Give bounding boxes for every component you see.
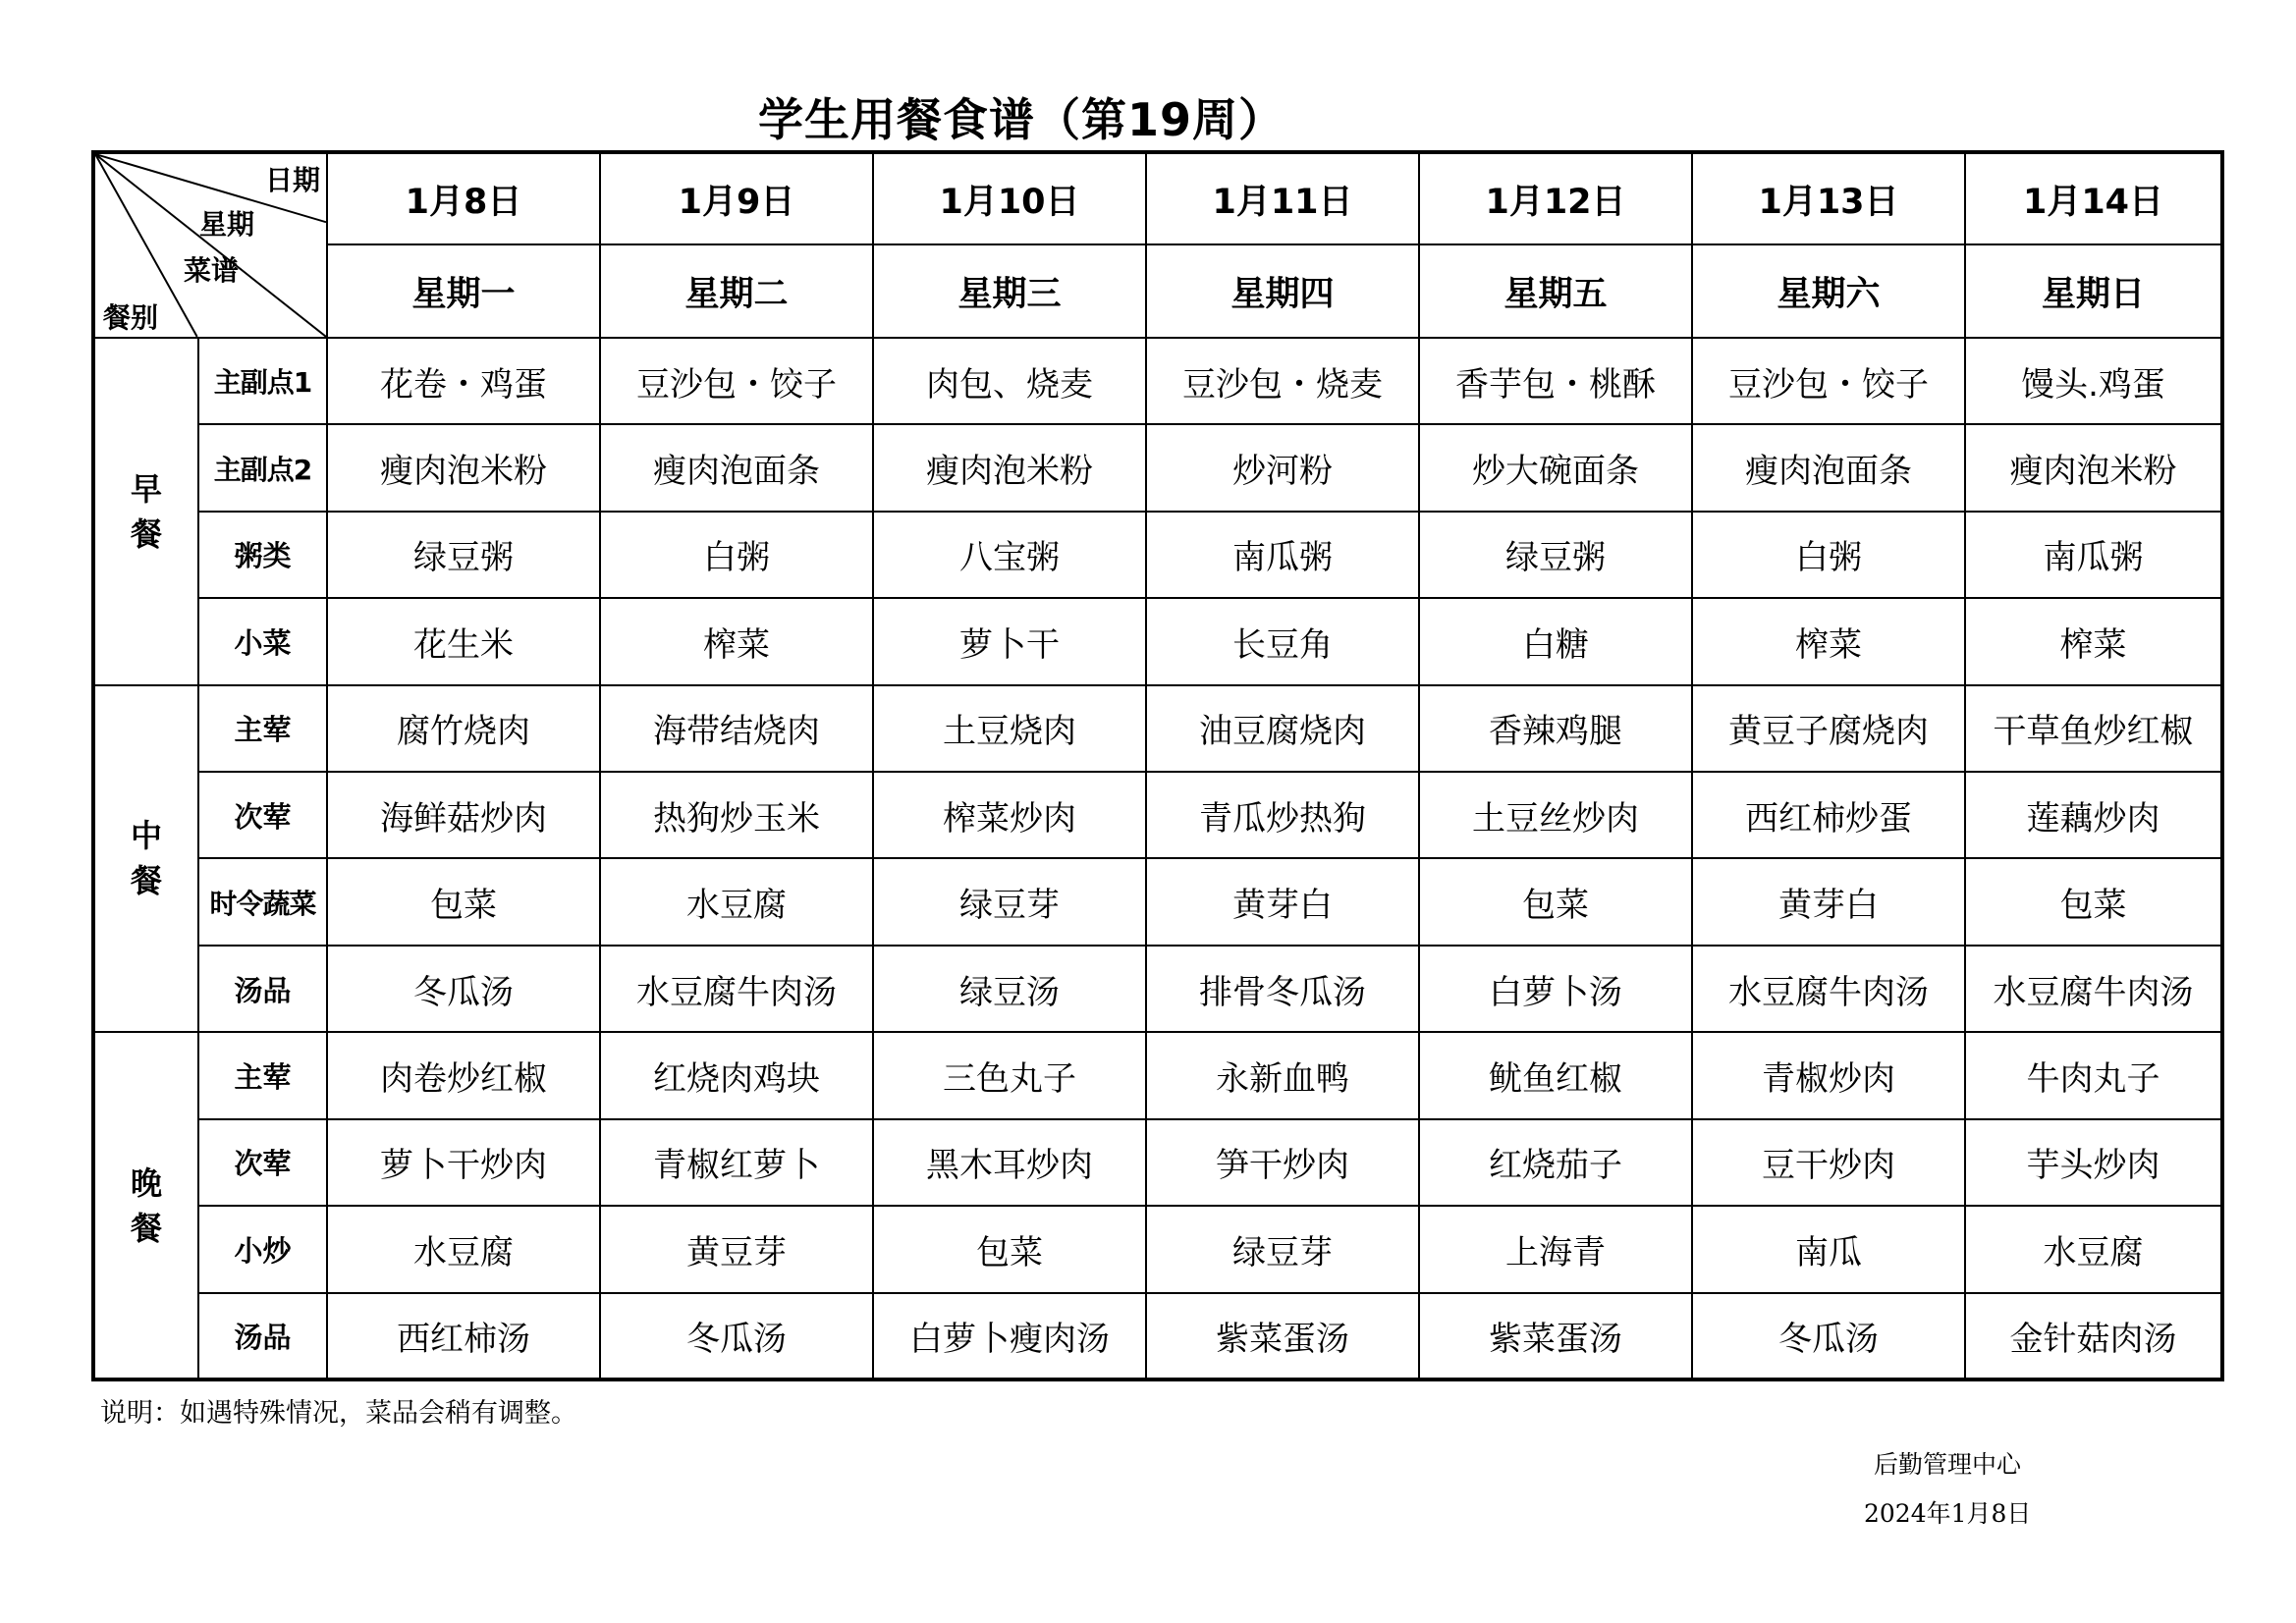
menu-row	[93, 512, 2222, 598]
dish-category-label: 汤品	[198, 1293, 327, 1380]
date-row	[93, 152, 2222, 244]
dish-cell: 海鲜菇炒肉	[327, 772, 600, 858]
dish-cell: 八宝粥	[873, 512, 1146, 598]
dish-cell: 榨菜	[600, 598, 873, 684]
dish-category-label: 次荤	[198, 1119, 327, 1206]
date-cell: 1月8日	[327, 152, 600, 244]
dish-category-label: 次荤	[198, 772, 327, 858]
dish-category-label: 主副点2	[198, 424, 327, 511]
dish-cell: 豆沙包・烧麦	[1146, 338, 1419, 424]
menu-row	[93, 1032, 2222, 1118]
dish-cell: 干草鱼炒红椒	[1965, 685, 2222, 772]
dish-cell: 豆沙包・饺子	[600, 338, 873, 424]
date-cell: 1月10日	[873, 152, 1146, 244]
menu-row	[93, 772, 2222, 858]
dish-cell: 水豆腐牛肉汤	[600, 946, 873, 1032]
date-cell: 1月13日	[1692, 152, 1965, 244]
dish-cell: 红烧肉鸡块	[600, 1032, 873, 1118]
dish-cell: 黄豆子腐烧肉	[1692, 685, 1965, 772]
dish-category-label: 主荤	[198, 685, 327, 772]
dish-cell: 油豆腐烧肉	[1146, 685, 1419, 772]
dish-cell: 西红柿炒蛋	[1692, 772, 1965, 858]
corner-date-label: 日期	[264, 164, 320, 196]
dish-cell: 榨菜	[1692, 598, 1965, 684]
dish-cell: 萝卜干	[873, 598, 1146, 684]
menu-row	[93, 338, 2222, 424]
weekday-cell: 星期一	[327, 244, 600, 337]
dish-cell: 三色丸子	[873, 1032, 1146, 1118]
dish-cell: 鱿鱼红椒	[1419, 1032, 1692, 1118]
meal-name-char: 早	[130, 469, 162, 508]
dish-cell: 水豆腐牛肉汤	[1692, 946, 1965, 1032]
corner-meal-label: 餐别	[103, 301, 159, 334]
menu-table	[91, 150, 2224, 1381]
menu-row	[93, 858, 2222, 945]
dish-cell: 包菜	[327, 858, 600, 945]
dish-cell: 水豆腐	[327, 1206, 600, 1292]
dish-cell: 南瓜粥	[1965, 512, 2222, 598]
dish-cell: 榨菜	[1965, 598, 2222, 684]
weekday-row	[93, 244, 2222, 337]
meal-name-char: 餐	[130, 1209, 162, 1247]
dish-cell: 红烧茄子	[1419, 1119, 1692, 1206]
menu-row	[93, 946, 2222, 1032]
dish-cell: 莲藕炒肉	[1965, 772, 2222, 858]
dish-cell: 紫菜蛋汤	[1419, 1293, 1692, 1380]
dish-cell: 绿豆粥	[1419, 512, 1692, 598]
meal-name-cell	[93, 685, 198, 1033]
dish-cell: 西红柿汤	[327, 1293, 600, 1380]
dish-cell: 青瓜炒热狗	[1146, 772, 1419, 858]
dish-cell: 香芋包・桃酥	[1419, 338, 1692, 424]
dish-cell: 炒河粉	[1146, 424, 1419, 511]
dish-cell: 馒头.鸡蛋	[1965, 338, 2222, 424]
dish-cell: 土豆烧肉	[873, 685, 1146, 772]
dish-category-label: 小菜	[198, 598, 327, 684]
dish-cell: 排骨冬瓜汤	[1146, 946, 1419, 1032]
dish-cell: 腐竹烧肉	[327, 685, 600, 772]
dish-cell: 包菜	[1965, 858, 2222, 945]
dish-cell: 南瓜粥	[1146, 512, 1419, 598]
dish-category-label: 时令蔬菜	[198, 858, 327, 945]
page-title: 学生用餐食谱（第19周）	[757, 93, 1285, 146]
dish-cell: 青椒炒肉	[1692, 1032, 1965, 1118]
dish-cell: 土豆丝炒肉	[1419, 772, 1692, 858]
weekday-cell: 星期六	[1692, 244, 1965, 337]
dish-cell: 萝卜干炒肉	[327, 1119, 600, 1206]
menu-row	[93, 1206, 2222, 1292]
dish-cell: 水豆腐牛肉汤	[1965, 946, 2222, 1032]
dish-cell: 紫菜蛋汤	[1146, 1293, 1419, 1380]
dish-cell: 花生米	[327, 598, 600, 684]
weekday-cell: 星期日	[1965, 244, 2222, 337]
dish-cell: 冬瓜汤	[1692, 1293, 1965, 1380]
dish-category-label: 主副点1	[198, 338, 327, 424]
dish-cell: 绿豆芽	[1146, 1206, 1419, 1292]
dish-cell: 冬瓜汤	[327, 946, 600, 1032]
meal-name-cell	[93, 1032, 198, 1380]
dish-cell: 黄芽白	[1146, 858, 1419, 945]
dish-cell: 笋干炒肉	[1146, 1119, 1419, 1206]
dish-cell: 榨菜炒肉	[873, 772, 1146, 858]
date-cell: 1月12日	[1419, 152, 1692, 244]
weekday-cell: 星期五	[1419, 244, 1692, 337]
dish-cell: 瘦肉泡面条	[1692, 424, 1965, 511]
dish-cell: 黑木耳炒肉	[873, 1119, 1146, 1206]
meal-name-char: 餐	[130, 862, 162, 900]
footer-org: 后勤管理中心	[1874, 1450, 2022, 1479]
dish-cell: 包菜	[1419, 858, 1692, 945]
dish-cell: 牛肉丸子	[1965, 1032, 2222, 1118]
dish-cell: 黄豆芽	[600, 1206, 873, 1292]
dish-cell: 永新血鸭	[1146, 1032, 1419, 1118]
meal-name-char: 中	[130, 817, 162, 855]
dish-cell: 绿豆粥	[327, 512, 600, 598]
dish-category-label: 小炒	[198, 1206, 327, 1292]
weekday-cell: 星期三	[873, 244, 1146, 337]
meal-name-cell	[93, 338, 198, 685]
dish-cell: 长豆角	[1146, 598, 1419, 684]
dish-cell: 海带结烧肉	[600, 685, 873, 772]
weekday-cell: 星期二	[600, 244, 873, 337]
menu-row	[93, 424, 2222, 511]
weekday-cell: 星期四	[1146, 244, 1419, 337]
dish-cell: 瘦肉泡面条	[600, 424, 873, 511]
dish-cell: 白萝卜汤	[1419, 946, 1692, 1032]
dish-cell: 芋头炒肉	[1965, 1119, 2222, 1206]
meal-name-char: 晚	[130, 1163, 162, 1202]
dish-cell: 肉包、烧麦	[873, 338, 1146, 424]
dish-category-label: 主荤	[198, 1032, 327, 1118]
dish-cell: 豆干炒肉	[1692, 1119, 1965, 1206]
dish-cell: 瘦肉泡米粉	[1965, 424, 2222, 511]
dish-cell: 青椒红萝卜	[600, 1119, 873, 1206]
corner-weekday-label: 星期	[199, 208, 255, 241]
date-cell: 1月9日	[600, 152, 873, 244]
dish-cell: 绿豆芽	[873, 858, 1146, 945]
dish-cell: 绿豆汤	[873, 946, 1146, 1032]
date-cell: 1月11日	[1146, 152, 1419, 244]
dish-cell: 白粥	[1692, 512, 1965, 598]
note-text: 说明：如遇特殊情况，菜品会稍有调整。	[100, 1398, 577, 1429]
dish-cell: 黄芽白	[1692, 858, 1965, 945]
corner-header-cell	[93, 152, 327, 338]
dish-cell: 炒大碗面条	[1419, 424, 1692, 511]
footer-date: 2024年1月8日	[1864, 1499, 2032, 1528]
dish-cell: 水豆腐	[600, 858, 873, 945]
dish-cell: 热狗炒玉米	[600, 772, 873, 858]
dish-cell: 白萝卜瘦肉汤	[873, 1293, 1146, 1380]
corner-dish-label: 菜谱	[184, 254, 240, 287]
meal-name-char: 餐	[130, 514, 162, 553]
dish-cell: 冬瓜汤	[600, 1293, 873, 1380]
dish-cell: 白粥	[600, 512, 873, 598]
menu-row	[93, 1119, 2222, 1206]
dish-cell: 南瓜	[1692, 1206, 1965, 1292]
dish-cell: 水豆腐	[1965, 1206, 2222, 1292]
dish-category-label: 粥类	[198, 512, 327, 598]
dish-cell: 香辣鸡腿	[1419, 685, 1692, 772]
dish-cell: 瘦肉泡米粉	[327, 424, 600, 511]
dish-cell: 豆沙包・饺子	[1692, 338, 1965, 424]
dish-cell: 白糖	[1419, 598, 1692, 684]
dish-cell: 金针菇肉汤	[1965, 1293, 2222, 1380]
dish-cell: 花卷・鸡蛋	[327, 338, 600, 424]
date-cell: 1月14日	[1965, 152, 2222, 244]
dish-cell: 上海青	[1419, 1206, 1692, 1292]
menu-row	[93, 1293, 2222, 1380]
menu-row	[93, 598, 2222, 684]
dish-cell: 包菜	[873, 1206, 1146, 1292]
dish-category-label: 汤品	[198, 946, 327, 1032]
menu-row	[93, 685, 2222, 772]
dish-cell: 肉卷炒红椒	[327, 1032, 600, 1118]
dish-cell: 瘦肉泡米粉	[873, 424, 1146, 511]
